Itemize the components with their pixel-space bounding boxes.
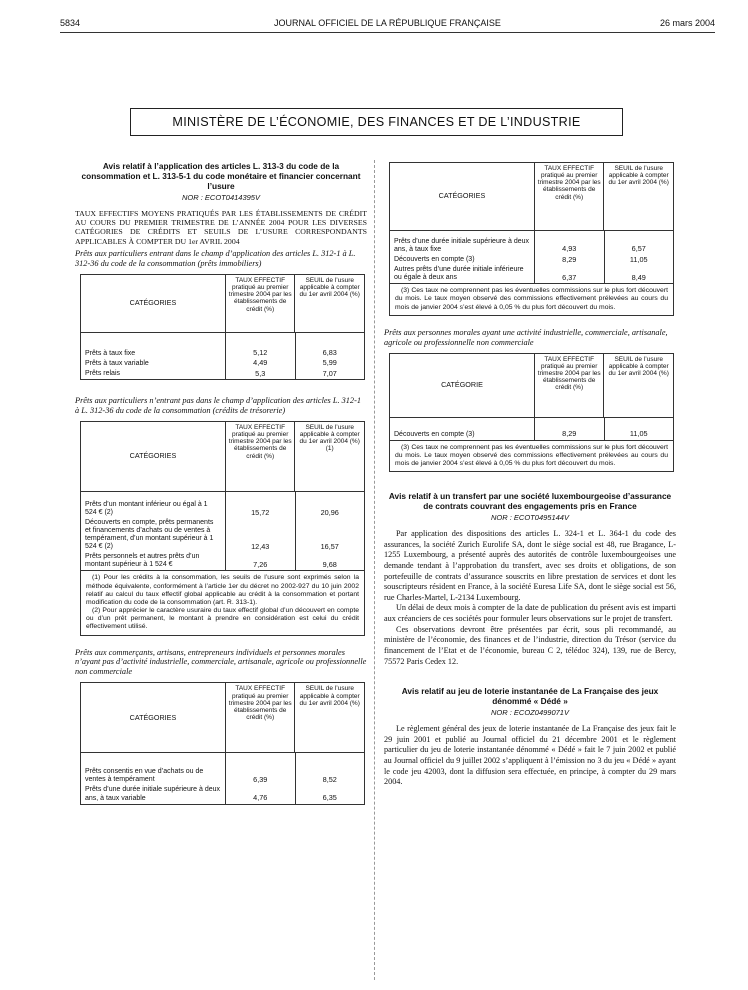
section-caption: Prêts aux personnes morales ayant une activité industrielle, commerciale, artisanale, agricole ou professionnelle non commerciale (384, 327, 668, 347)
table-row: Prêts personnels et autres prêts d’un montant supérieur à 1 524 € 7,26 9,68 (81, 552, 364, 570)
notice-transfert-title: Avis relatif à un transfert par une société luxembourgeoise d’assurance de contrats couvrant des engagements pris en France (388, 491, 672, 512)
col-categorie: CATÉGORIE (441, 379, 483, 389)
table-footnotes (390, 283, 673, 314)
rates-table-commercants-continued (389, 162, 674, 316)
col-taux: TAUX EFFECTIF pratiqué au premier trimestre 2004 par les établissements de crédit (%) (225, 422, 295, 491)
table-row: Découverts en compte, prêts permanents et financements d’achats ou de ventes à tempérament, d’un montant supérieur à 1 524 € (2) 12,43 16,57 (81, 518, 364, 552)
footnote: (1) Pour les crédits à la consommation, les seuils de l’usure sont exprimés selon la méthode équivalente, conformément à l’article 1er du décret no 2002-927 du 10 juin 2002 relatif au calcul du taux effectif global applicable au crédit à la consommation et portant modification du code de la consommation (art. R. 313-1). (86, 574, 359, 606)
col-categories: CATÉGORIES (438, 191, 486, 201)
footnote: (3) Ces taux ne comprennent pas les éventuelles commissions sur le plus fort découvert du mois. Le taux moyen observé des commissions effectivement prélevées au cours du mois de janvier 2004 s’est élevé à 0,05 % du plus fort découvert du mois. (395, 443, 668, 467)
col-taux: TAUX EFFECTIF pratiqué au premier trimestre 2004 par les établissements de crédit (%) (225, 683, 295, 752)
table-row: Autres prêts d’une durée initiale inférieure ou égale à deux ans 6,37 8,49 (390, 265, 673, 283)
section-caption: Prêts aux particuliers n’entrant pas dans le champ d’application des articles L. 312-1 à L. 312-36 du code de la consommation (crédits de trésorerie) (75, 396, 361, 416)
notice-loterie-title: Avis relatif au jeu de loterie instantanée de La Française des jeux dénommé « Dédé » (401, 686, 659, 707)
table-row: Prêts à taux variable 4,49 5,99 (81, 359, 364, 369)
table-row: Prêts d’une durée initiale supérieure à deux ans, à taux fixe 4,93 6,57 (390, 237, 673, 255)
col-taux: TAUX EFFECTIF pratiqué au premier trimestre 2004 par les établissements de crédit (%) (534, 354, 604, 417)
col-categories: CATÉGORIES (129, 712, 177, 722)
paragraph: Un délai de deux mois à compter de la date de publication du présent avis est imparti aux créanciers de ces sociétés pour formuler leurs observations sur le projet de transfert. (384, 603, 676, 624)
page-header (60, 12, 715, 32)
column-divider (374, 160, 375, 980)
table-header (81, 275, 364, 333)
col-seuil: SEUIL de l’usure applicable à compter du 1er avril 2004 (%) (603, 163, 673, 230)
col-categories: CATÉGORIES (129, 298, 177, 308)
paragraph: Par application des dispositions des articles L. 324-1 et L. 364-1 du code des assurances, la société Zurich Eurolife SA, dont le siège social est 48, rue Bragance, L-1255 Luxembourg, a présenté auprès des autorités de contrôle luxembourgeoises une demande tendant à l’approbation du transfert, avec ses droits et obligations, de son portefeuille de contrats d’assurance souscrits en libre prestation de services et dont les souscripteurs résident en France, à la société Euresa Life SA, dont le siège social est 56, rue Charles-Martel, L-2134 Luxembourg. (384, 528, 676, 602)
rates-table-commercants (80, 682, 365, 804)
nor-reference: NOR : ECOT0414395V (182, 192, 260, 202)
notice-usure-intro: TAUX EFFECTIFS MOYENS PRATIQUÉS PAR LES ÉTABLISSEMENTS DE CRÉDIT AU COURS DU PREMIER TRIMESTRE DE L’ANNÉE 2004 POUR LES DIVERSES CATÉGORIES DE CRÉDITS ET SEUILS DE L’USURE CORRESPONDANTS APPLICABLES À COMPTER DU 1er AVRIL 2004 (75, 208, 367, 246)
nor-reference: NOR : ECOT0495144V (491, 513, 569, 523)
table-header (390, 354, 673, 418)
table-row: Découverts en compte (3) 8,29 11,05 (390, 430, 673, 440)
nor-reference: NOR : ECOZ0499071V (491, 708, 569, 718)
journal-title: JOURNAL OFFICIEL DE LA RÉPUBLIQUE FRANÇAISE (274, 18, 501, 28)
table-row: Prêts d’une durée initiale supérieure à deux ans, à taux variable 4,76 6,35 (81, 785, 364, 803)
page-number: 5834 (60, 18, 81, 28)
col-seuil: SEUIL de l’usure applicable à compter du 1er avril 2004 (%) (294, 683, 364, 752)
header-rule (60, 32, 715, 33)
table-footnotes (81, 570, 364, 634)
table-header (390, 163, 673, 231)
table-row: Prêts relais 5,3 7,07 (81, 369, 364, 379)
table-row: Prêts d’un montant inférieur ou égal à 1 524 € (2) 15,72 20,96 (81, 500, 364, 518)
paragraph: Ces observations devront être présentées par écrit, sous pli recommandé, au ministère de l’économie, des finances et de l’industrie, direction du Trésor (service du financement de l’Etat et de l’économie, bureau C 2, télédoc 324), 139, rue de Bercy, 75572 Paris Cedex 12. (384, 624, 676, 666)
section-caption: Prêts aux commerçants, artisans, entrepreneurs individuels et personnes morales n’ayant pas d’activité industrielle, commerciale, artisanale, agricole ou professionnelle non commerciale (75, 647, 367, 677)
table-header (81, 683, 364, 753)
issue-date: 26 mars 2004 (659, 18, 715, 28)
col-seuil: SEUIL de l’usure applicable à compter du 1er avril 2004 (%) (294, 275, 364, 332)
right-column (384, 162, 676, 788)
table-header (81, 422, 364, 492)
section-caption: Prêts aux particuliers entrant dans le champ d’application des articles L. 312-1 à L. 312-36 du code de la consommation (prêts immobiliers) (75, 249, 356, 269)
notice-usure-title: Avis relatif à l’application des articles L. 313-3 du code de la consommation et L. 313-5-1 du code monétaire et financier concernant l’usure (81, 161, 361, 191)
left-column (75, 162, 367, 805)
table-row: Prêts à taux fixe 5,12 6,83 (81, 349, 364, 359)
table-footnotes (390, 440, 673, 471)
col-seuil: SEUIL de l’usure applicable à compter du 1er avril 2004 (%) (1) (294, 422, 364, 491)
rates-table-personnes-morales (389, 353, 674, 473)
col-categories: CATÉGORIES (129, 451, 177, 461)
col-taux: TAUX EFFECTIF pratiqué au premier trimestre 2004 par les établissements de crédit (%) (534, 163, 604, 230)
col-seuil: SEUIL de l’usure applicable à compter du 1er avril 2004 (%) (603, 354, 673, 417)
footnote: (2) Pour apprécier le caractère usuraire du taux effectif global d’un découvert en compte ou d’un prêt permanent, le montant à prendre en considération est celui du crédit effectivement utilisé. (86, 607, 359, 631)
table-row: Prêts consentis en vue d’achats ou de ventes à tempérament 6,39 8,52 (81, 767, 364, 785)
col-taux: TAUX EFFECTIF pratiqué au premier trimestre 2004 par les établissements de crédit (%) (225, 275, 295, 332)
table-row: Découverts en compte (3) 8,29 11,05 (390, 255, 673, 265)
footnote: (3) Ces taux ne comprennent pas les éventuelles commissions sur le plus fort découvert du mois. Le taux moyen observé des commissions effectivement prélevées au cours du mois de janvier 2004 s’est élevé à 0,05 % du plus fort découvert du mois. (395, 287, 668, 311)
rates-table-tresorerie (80, 421, 365, 635)
rates-table-immobilier (80, 274, 365, 380)
paragraph: Le règlement général des jeux de loterie instantanée de La Française des jeux fait le 29 juin 2001 et publié au Journal officiel du 21 décembre 2001 et le règlement particulier du jeu de loterie instantanée dénommé « Dédé » fait le 7 juin 2002 et publié au Journal officiel du 9 juillet 2002 s’appliquent à l’émission no 3 du jeu « Dédé » ayant le code jeu 42003, dont la diffusion sera effectuée, en principe, à compter du 29 mars 2004. (384, 724, 676, 787)
ministry-banner: MINISTÈRE DE L’ÉCONOMIE, DES FINANCES ET DE L’INDUSTRIE (130, 108, 623, 136)
